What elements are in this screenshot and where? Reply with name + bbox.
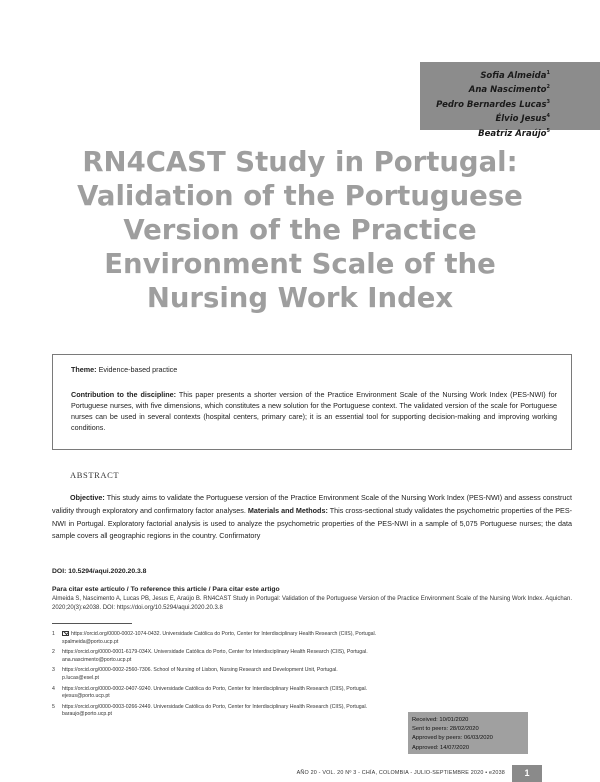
author-name: Élvio Jesus$^4$ — [495, 113, 550, 125]
footnote — [52, 649, 412, 664]
theme-contribution-box — [52, 354, 572, 450]
author-name: Pedro Bernardes Lucas$^3$ — [436, 98, 550, 110]
footnotes — [52, 631, 412, 722]
footnote-text[interactable]: https://orcid.org/0000-0002-2560-7306. School of Nursing of Lisbon, Nursing Research and Development Unit, Portugal. — [62, 667, 338, 674]
approved-by-peers-date: Approved by peers: 06/03/2020 — [412, 735, 493, 742]
contribution-label: Contribution to the discipline: — [71, 390, 177, 399]
author-name: Sofia Almeida$^1$ — [480, 70, 550, 81]
footnote-number: 2 — [52, 649, 55, 656]
citation-heading: Para citar este artículo / To reference this article / Para citar este artigo — [52, 586, 280, 593]
citation-text: Almeida S, Nascimento A, Lucas PB, Jesus E, Araújo B. RN4CAST Study in Portugal: Validation of the Portuguese Version of the Practice Environment Scale of the Nursing Work Index. Aquichan. 2020;20(3):e2038. DOI: https://doi.org/10.5294/aqui.2020.20.3.8 — [52, 596, 572, 611]
title-line: Version of the Practice — [123, 214, 477, 246]
footnote — [52, 704, 412, 719]
footnote — [52, 667, 412, 682]
footnote — [52, 631, 412, 646]
methods-text: This cross-sectional study validates the psychometric properties of the PES-NWI in Portugal. Exploratory factorial analysis is used to analyze the psychometric properties of the PES-NWI in a sample of 5,075 Portuguese nurses; the data sample covers all geographic regions in the country. Confirmatory — [52, 505, 573, 541]
footnote-text[interactable]: https://orcid.org/0000-0003-0266-2449. Universidade Católica do Porto, Center for Interdisciplinary Health Research (CIIS), Portugal. — [62, 703, 368, 710]
footnote-text[interactable]: https://orcid.org/0000-0002-0407-9240. Universidade Católica do Porto, Center for Interdisciplinary Health Research (CIIS), Portugal. — [62, 685, 368, 692]
footnote-number: 4 — [52, 685, 55, 692]
title-line: Validation of the Portuguese — [77, 180, 523, 212]
footnote-email[interactable]: p.lucas@esel.pt — [62, 674, 99, 681]
title-line: Environment Scale of the — [104, 248, 496, 280]
footnote-number: 1 — [52, 631, 55, 637]
abstract-heading: ABSTRACT — [70, 470, 120, 480]
objective-text: This study aims to validate the Portuguese version of the Practice Environment Scale of the Nursing Work Index (PES-NWI) and assess construct validity through exploratory and confirmatory factor analyses. — [52, 493, 572, 515]
footnote-number: 5 — [52, 703, 55, 710]
submission-dates-box — [408, 712, 528, 754]
running-footer: AÑO 20 - VOL. 20 Nº 3 - CHÍA, COLOMBIA - JULIO-SEPTIEMBRE 2020 • e2038 — [296, 770, 505, 776]
author-box — [420, 62, 600, 139]
author-name: Ana Nascimento$^2$ — [468, 84, 550, 96]
title-line: RN4CAST Study in Portugal: — [82, 146, 518, 178]
paper-title — [40, 145, 560, 315]
footnote-email[interactable]: ana.nascimento@porto.ucp.pt — [62, 656, 132, 663]
objective-label: Objective: — [70, 493, 105, 502]
received-date: Received: 10/01/2020 — [412, 717, 469, 723]
methods-label: Materials and Methods: — [247, 505, 328, 515]
footnote-text[interactable]: https://orcid.org/0000-0002-1074-0432. Universidade Católica do Porto, Center for Interdisciplinary Health Research (CIIS), Portugal. — [71, 631, 377, 637]
approved-date: Approved: 14/07/2020 — [412, 744, 470, 751]
title-line: Nursing Work Index — [146, 282, 454, 314]
footnote-email[interactable]: spalmeida@porto.ucp.pt — [62, 638, 119, 645]
contribution-paragraph — [71, 389, 557, 433]
theme-label: Theme: — [71, 365, 97, 374]
footnote-text[interactable]: https://orcid.org/0000-0001-6179-034X. Universidade Católica do Porto, Center for Interdisciplinary Health Research (CIIS), Portugal. — [62, 649, 368, 656]
footnote-email[interactable]: ejesus@porto.ucp.pt — [62, 693, 110, 700]
abstract-body — [52, 492, 572, 543]
footnote-divider — [52, 623, 132, 624]
theme-line — [71, 364, 557, 375]
footnote — [52, 686, 412, 701]
author-name: Beatriz Araújo$^5$ — [478, 127, 550, 139]
theme-value: Evidence-based practice — [98, 365, 178, 374]
doi: DOI: 10.5294/aqui.2020.20.3.8 — [52, 568, 147, 575]
contribution-text: This paper presents a shorter version of the Practice Environment Scale of the Nursing Work Index (PES-NWI) for Portuguese nurses, with five dimensions, which constitutes a new solution for the Portuguese context. The validated version of the scale for Portuguese nurses can be used in several contexts (hospital centers, primary care); it is an essential tool for supporting decision-making and improving working conditions. — [71, 390, 557, 432]
sent-to-peers-date: Sent to peers: 28/02/2020 — [412, 726, 479, 733]
page-number: 1 — [512, 765, 542, 782]
mail-icon — [62, 631, 69, 636]
footnote-number: 3 — [52, 667, 55, 674]
footnote-email[interactable]: baraujo@porto.ucp.pt — [62, 711, 112, 718]
